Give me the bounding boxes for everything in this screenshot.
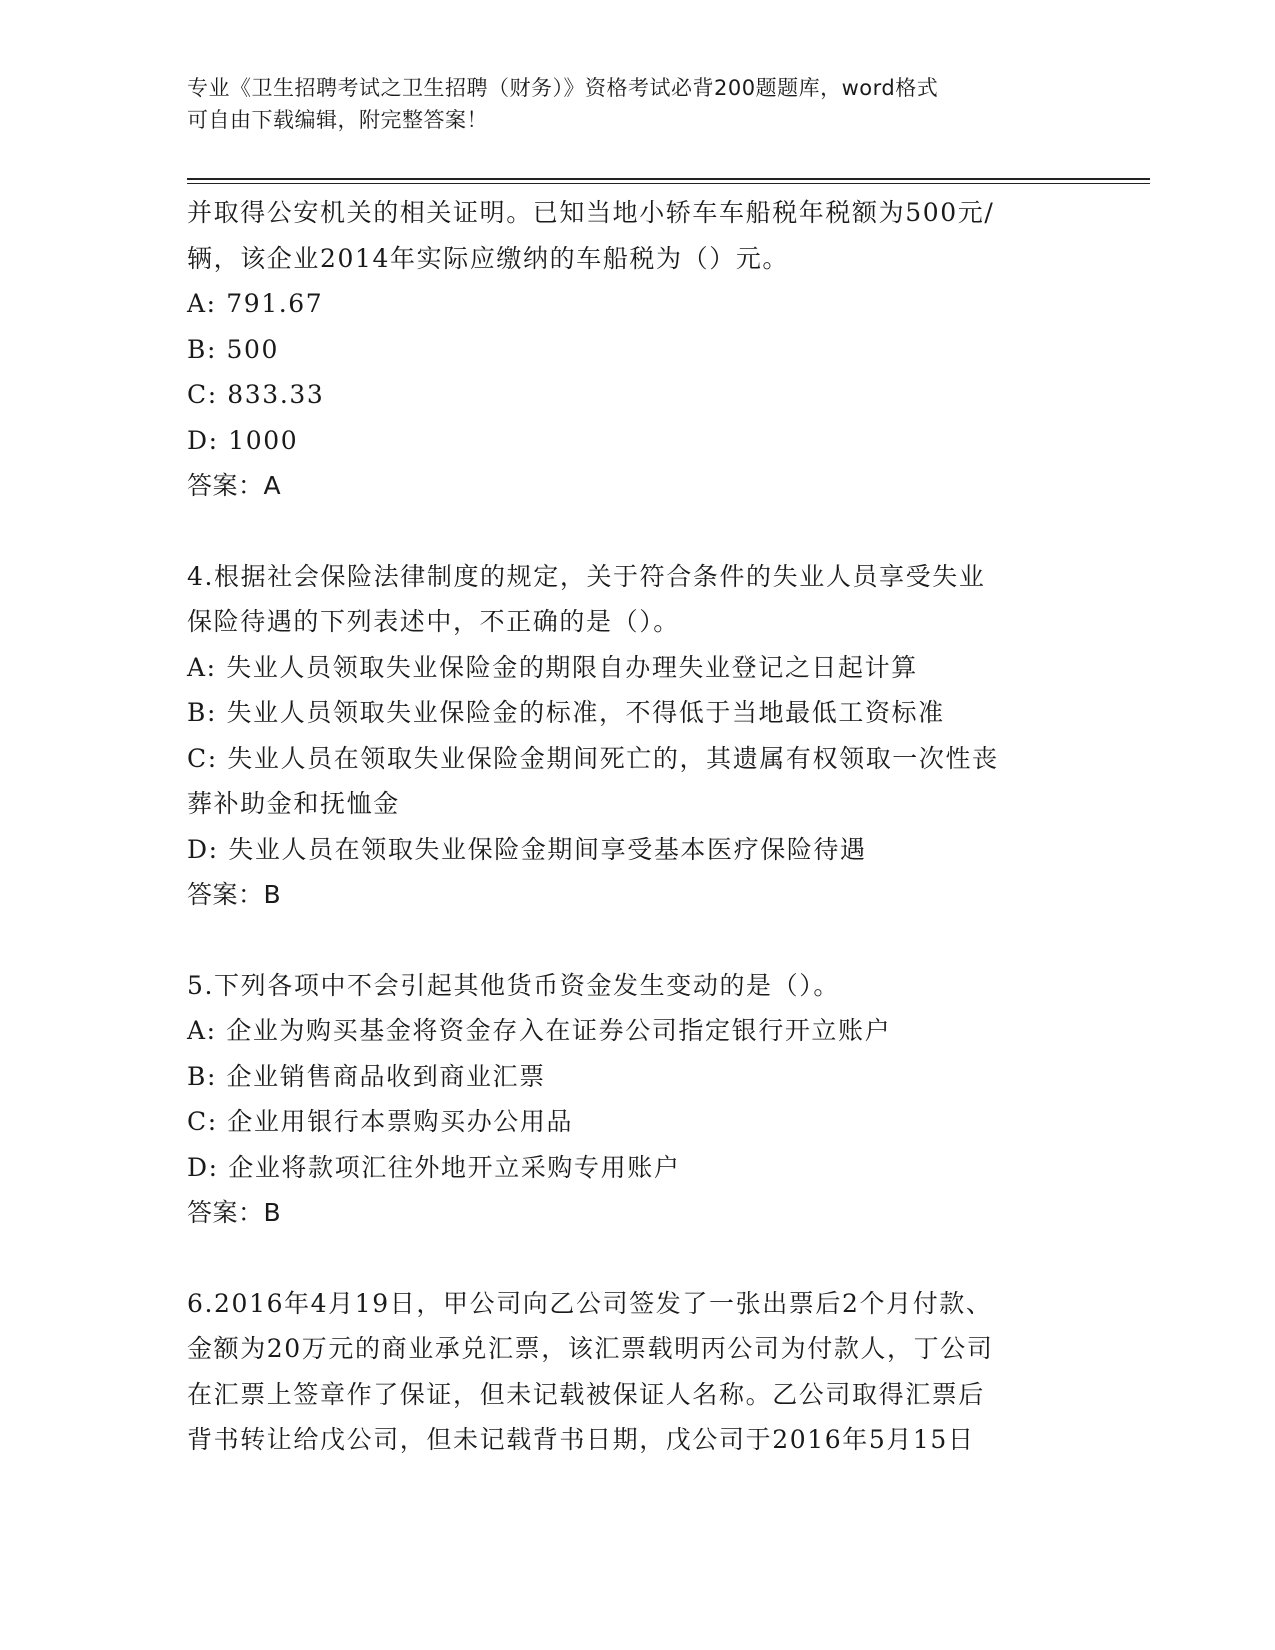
option-d: D: 失业人员在领取失业保险金期间享受基本医疗保险待遇 xyxy=(187,834,867,864)
question-stem-line: 6.2016年4月19日，甲公司向乙公司签发了一张出票后2个月付款、 xyxy=(187,1288,993,1318)
answer-line: 答案：A xyxy=(187,471,282,500)
header-rule-thin xyxy=(187,183,1150,184)
question-3 xyxy=(187,190,1087,509)
header-title-line-2: 可自由下载编辑，附完整答案！ xyxy=(187,108,488,132)
question-stem-line: 背书转让给戊公司，但未记载背书日期，戊公司于2016年5月15日 xyxy=(187,1425,975,1454)
question-content xyxy=(187,190,1087,1463)
question-stem-line: 5.下列各项中不会引起其他货币资金发生变动的是（）。 xyxy=(187,970,840,1000)
option-c: C: 企业用银行本票购买办公用品 xyxy=(187,1107,574,1136)
question-6 xyxy=(187,1281,1087,1463)
header-title-line-1: 专业《卫生招聘考试之卫生招聘（财务）》资格考试必背200题题库，word格式 xyxy=(187,76,939,100)
question-gap xyxy=(187,509,1087,554)
header-rule-thick xyxy=(187,178,1150,180)
option-a: A: 791.67 xyxy=(187,289,324,318)
answer-line: 答案：B xyxy=(187,880,282,909)
question-4 xyxy=(187,554,1087,918)
option-b: B: 企业销售商品收到商业汇票 xyxy=(187,1061,546,1091)
question-stem-line: 4.根据社会保险法律制度的规定，关于符合条件的失业人员享受失业 xyxy=(187,561,986,591)
question-stem-line: 并取得公安机关的相关证明。已知当地小轿车车船税年税额为500元/ xyxy=(187,198,995,227)
question-gap xyxy=(187,1236,1087,1281)
question-stem-line: 辆，该企业2014年实际应缴纳的车船税为（）元。 xyxy=(187,243,790,273)
option-a: A: 失业人员领取失业保险金的期限自办理失业登记之日起计算 xyxy=(187,652,918,682)
option-c: C: 失业人员在领取失业保险金期间死亡的，其遗属有权领取一次性丧 xyxy=(187,743,999,773)
option-b: B: 失业人员领取失业保险金的标准，不得低于当地最低工资标准 xyxy=(187,698,945,727)
option-a: A: 企业为购买基金将资金存入在证券公司指定银行开立账户 xyxy=(187,1016,892,1045)
question-gap xyxy=(187,918,1087,963)
question-stem-line: 金额为20万元的商业承兑汇票，该汇票载明丙公司为付款人，丁公司 xyxy=(187,1334,994,1363)
option-c: C: 833.33 xyxy=(187,380,325,409)
option-d: D: 企业将款项汇往外地开立采购专用账户 xyxy=(187,1152,681,1182)
answer-line: 答案：B xyxy=(187,1198,282,1227)
option-c-continued: 葬补助金和抚恤金 xyxy=(187,789,400,818)
question-stem-line: 保险待遇的下列表述中，不正确的是（）。 xyxy=(187,607,680,636)
question-5 xyxy=(187,963,1087,1236)
option-d: D: 1000 xyxy=(187,425,299,455)
question-stem-line: 在汇票上签章作了保证，但未记载被保证人名称。乙公司取得汇票后 xyxy=(187,1379,986,1409)
option-b: B: 500 xyxy=(187,334,280,364)
page-header xyxy=(187,72,1067,136)
